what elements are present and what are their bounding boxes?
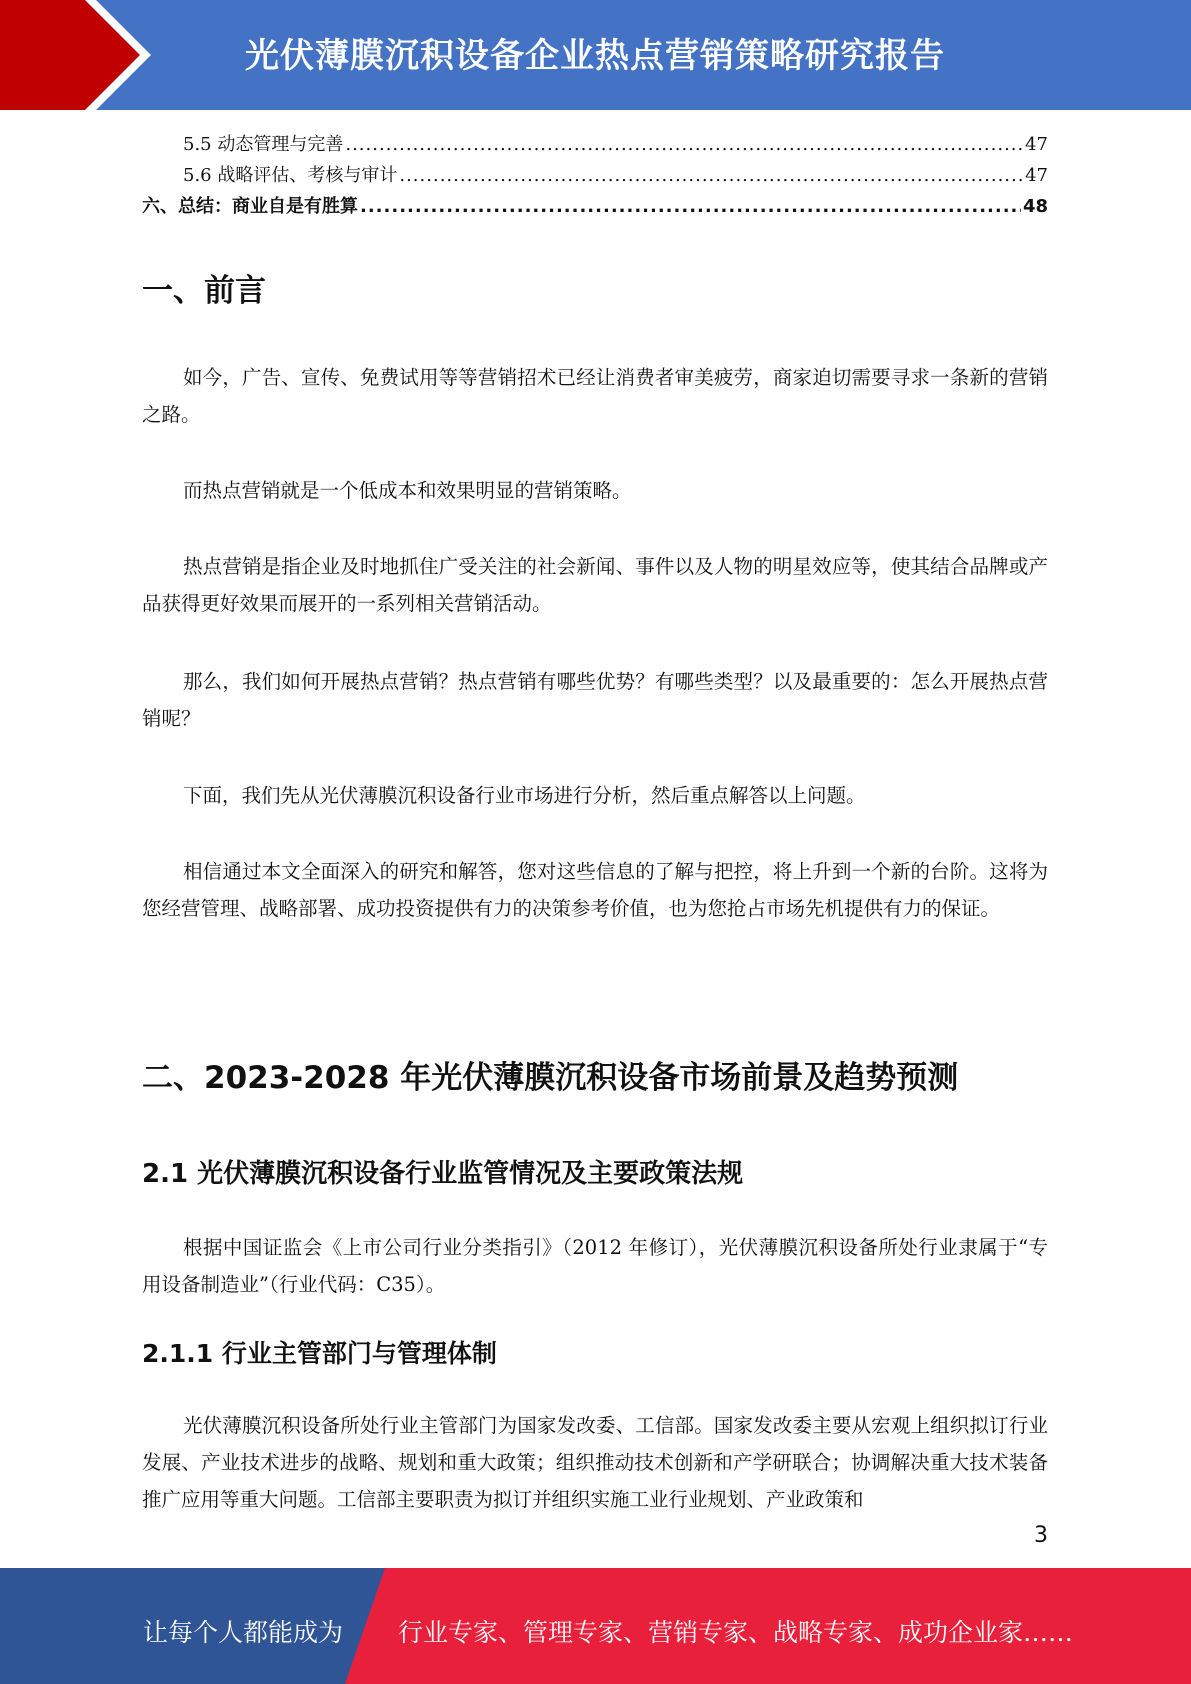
toc-entry-label: 5.5 动态管理与完善 — [183, 134, 344, 155]
toc-leader-dots — [360, 196, 1021, 217]
toc-entry-page: 47 — [1025, 165, 1048, 186]
subsection-heading: 2.1 光伏薄膜沉积设备行业监管情况及主要政策法规 — [142, 1159, 744, 1189]
footer-slogan-right: 行业专家、管理专家、营销专家、战略专家、成功企业家…… — [398, 1618, 1074, 1647]
page-header — [0, 0, 1191, 110]
paragraph: 热点营销是指企业及时地抓住广受关注的社会新闻、事件以及人物的明星效应等，使其结合品牌或产品获得更好效果而展开的一系列相关营销活动。 — [142, 555, 1048, 615]
toc-leader-dots — [399, 165, 1023, 186]
page-footer — [0, 1568, 1191, 1684]
paragraph: 那么，我们如何开展热点营销？热点营销有哪些优势？有哪些类型？以及最重要的：怎么开展热点营销呢？ — [142, 670, 1048, 730]
toc-entry[interactable] — [142, 192, 1048, 223]
toc-leader-dots — [345, 134, 1023, 155]
subsubsection-heading: 2.1.1 行业主管部门与管理体制 — [142, 1339, 497, 1368]
toc-entry[interactable] — [142, 161, 1048, 192]
header-title: 光伏薄膜沉积设备企业热点营销策略研究报告 — [245, 36, 945, 76]
toc-entry[interactable] — [142, 130, 1048, 161]
toc-entry-label: 六、总结：商业自是有胜算 — [142, 196, 358, 217]
toc-entry-page: 47 — [1025, 134, 1048, 155]
paragraph: 相信通过本文全面深入的研究和解答，您对这些信息的了解与把控，将上升到一个新的台阶。这将为您经营管理、战略部署、成功投资提供有力的决策参考价值，也为您抢占市场先机提供有力的保证。 — [142, 860, 1048, 920]
page-number: 3 — [1034, 1523, 1048, 1548]
paragraph: 下面，我们先从光伏薄膜沉积设备行业市场进行分析，然后重点解答以上问题。 — [183, 784, 866, 807]
header-arrow-decoration — [0, 0, 160, 110]
toc-entry-label: 5.6 战略评估、考核与审计 — [183, 165, 398, 186]
paragraph: 根据中国证监会《上市公司行业分类指引》（2012 年修订），光伏薄膜沉积设备所处行业隶属于“专用设备制造业”（行业代码：C35）。 — [142, 1236, 1048, 1296]
section-heading: 一、前言 — [142, 273, 266, 309]
toc-entry-page: 48 — [1022, 196, 1048, 217]
section-heading: 二、2023-2028 年光伏薄膜沉积设备市场前景及趋势预测 — [142, 1060, 959, 1096]
paragraph: 如今，广告、宣传、免费试用等等营销招术已经让消费者审美疲劳，商家迫切需要寻求一条新的营销之路。 — [142, 366, 1048, 426]
paragraph: 光伏薄膜沉积设备所处行业主管部门为国家发改委、工信部。国家发改委主要从宏观上组织拟订行业发展、产业技术进步的战略、规划和重大政策；组织推动技术创新和产学研联合；协调解决重大技术装备推广应用等重大问题。工信部主要职责为拟订并组织实施工业行业规划、产业政策和 — [142, 1414, 1048, 1511]
paragraph: 而热点营销就是一个低成本和效果明显的营销策略。 — [183, 479, 632, 502]
table-of-contents — [142, 130, 1048, 223]
footer-slogan-left: 让每个人都能成为 — [143, 1618, 344, 1647]
